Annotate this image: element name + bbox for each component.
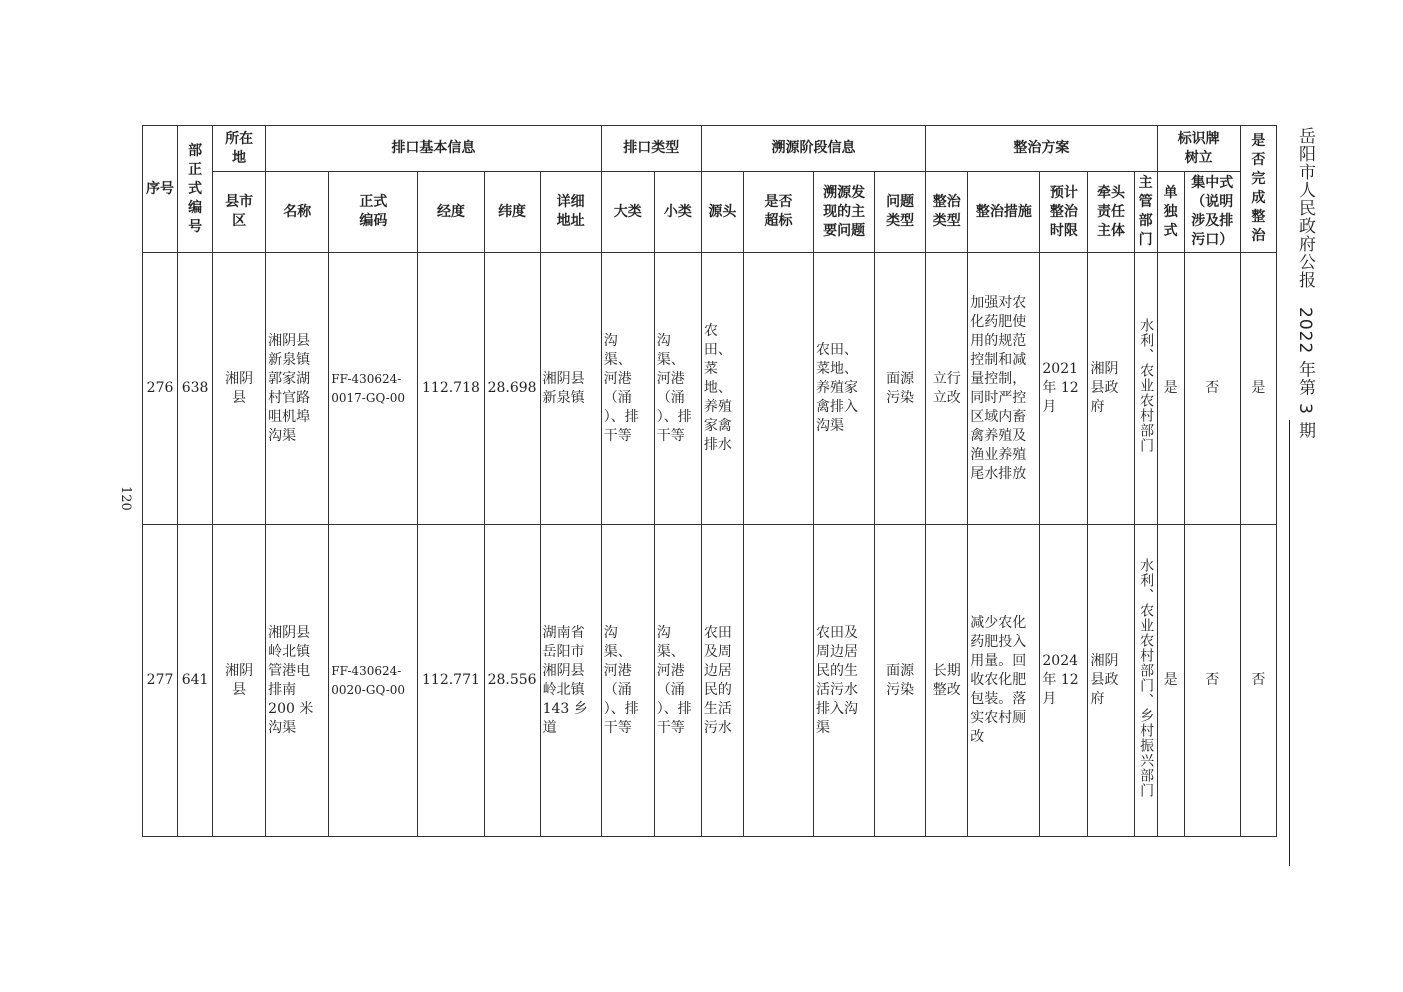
cell-problem-type: 面源 污染 <box>875 253 926 525</box>
header-official-code: 正式 编码 <box>329 172 418 253</box>
header-trace-info: 溯源阶段信息 <box>701 126 925 172</box>
cell-measures: 减少农化 药肥投入 用量。回 收农化肥 包装。落 实农村厕 改 <box>968 525 1040 837</box>
header-longitude: 经度 <box>418 172 484 253</box>
cell-plan-type: 长期 整改 <box>926 525 968 837</box>
header-plan-type: 整治 类型 <box>926 172 968 253</box>
header-name: 名称 <box>266 172 329 253</box>
cell-official-code: FF-430624- 0020-GQ-00 <box>329 525 418 837</box>
header-measures: 整治措施 <box>968 172 1040 253</box>
cell-single: 是 <box>1157 525 1184 837</box>
side-divider <box>1289 420 1290 866</box>
cell-minor: 沟 渠、 河港 （涌 ）、排 干等 <box>654 253 701 525</box>
header-completed: 是 否 完 成 整 治 <box>1240 126 1276 253</box>
cell-exceed <box>743 525 813 837</box>
cell-latitude: 28.556 <box>484 525 540 837</box>
header-single: 单 独 式 <box>1157 172 1184 253</box>
cell-centralized: 否 <box>1184 525 1240 837</box>
cell-name: 湘阴县 岭北镇 管港电 排南 200 米 沟渠 <box>266 525 329 837</box>
header-main-problem: 溯源发 现的主 要问题 <box>814 172 875 253</box>
header-major: 大类 <box>601 172 654 253</box>
cell-longitude: 112.718 <box>418 253 484 525</box>
cell-county: 湘阴 县 <box>213 525 266 837</box>
header-exceed: 是否 超标 <box>743 172 813 253</box>
cell-lead: 湘阴 县政 府 <box>1088 253 1134 525</box>
cell-single: 是 <box>1157 253 1184 525</box>
table-row <box>143 525 1277 837</box>
cell-major: 沟 渠、 河港 （涌 ）、排 干等 <box>601 253 654 525</box>
header-dept: 主 管 部 门 <box>1134 172 1157 253</box>
cell-completed: 否 <box>1240 525 1276 837</box>
cell-minor: 沟 渠、 河港 （涌 ）、排 干等 <box>654 525 701 837</box>
cell-code: 641 <box>178 525 213 837</box>
cell-main-problem: 农田、 菜地、 养殖家 禽排入 沟渠 <box>814 253 875 525</box>
header-centralized: 集中式 （说明 涉及排 污口） <box>1184 172 1240 253</box>
header-location: 所在 地 <box>213 126 266 172</box>
header-latitude: 纬度 <box>484 172 540 253</box>
table-row <box>143 253 1277 525</box>
cell-exceed <box>743 253 813 525</box>
cell-lead: 湘阴 县政 府 <box>1088 525 1134 837</box>
header-minor: 小类 <box>654 172 701 253</box>
cell-county: 湘阴 县 <box>213 253 266 525</box>
cell-seq: 276 <box>143 253 178 525</box>
cell-deadline: 2024 年 12 月 <box>1040 525 1088 837</box>
cell-completed: 是 <box>1240 253 1276 525</box>
cell-centralized: 否 <box>1184 253 1240 525</box>
cell-plan-type: 立行 立改 <box>926 253 968 525</box>
cell-longitude: 112.771 <box>418 525 484 837</box>
cell-official-code: FF-430624- 0017-GQ-00 <box>329 253 418 525</box>
cell-dept: 水利、农业农村部门、乡村振兴部门 <box>1134 525 1157 837</box>
header-problem-type: 问题 类型 <box>875 172 926 253</box>
publication-title: 岳阳市人民政府公报 2022 年第 3 期 <box>1295 127 1315 440</box>
cell-code: 638 <box>178 253 213 525</box>
header-basic-info: 排口基本信息 <box>266 126 602 172</box>
header-seq: 序号 <box>143 126 178 253</box>
header-plan: 整治方案 <box>926 126 1157 172</box>
cell-measures: 加强对农 化药肥使 用的规范 控制和减 量控制， 同时严控 区域内畜 禽养殖及 渔业养殖 尾水排放 <box>968 253 1040 525</box>
header-address: 详细 地址 <box>540 172 601 253</box>
cell-latitude: 28.698 <box>484 253 540 525</box>
cell-source: 农田 及周 边居 民的 生活 污水 <box>701 525 743 837</box>
cell-source: 农 田、 菜 地、 养殖 家禽 排水 <box>701 253 743 525</box>
cell-dept: 水利、农业农村部门 <box>1134 253 1157 525</box>
cell-problem-type: 面源 污染 <box>875 525 926 837</box>
header-sign: 标识牌 树立 <box>1157 126 1240 172</box>
cell-major: 沟 渠、 河港 （涌 ）、排 干等 <box>601 525 654 837</box>
header-source: 源头 <box>701 172 743 253</box>
cell-name: 湘阴县 新泉镇 郭家湖 村官路 咀机埠 沟渠 <box>266 253 329 525</box>
page-number: 120 <box>118 486 133 511</box>
cell-main-problem: 农田及 周边居 民的生 活污水 排入沟 渠 <box>814 525 875 837</box>
cell-address: 湘阴县 新泉镇 <box>540 253 601 525</box>
header-outlet-type: 排口类型 <box>601 126 701 172</box>
header-deadline: 预计 整治 时限 <box>1040 172 1088 253</box>
cell-deadline: 2021 年 12 月 <box>1040 253 1088 525</box>
cell-seq: 277 <box>143 525 178 837</box>
header-lead: 牵头 责任 主体 <box>1088 172 1134 253</box>
cell-address: 湖南省 岳阳市 湘阴县 岭北镇 143 乡 道 <box>540 525 601 837</box>
header-code: 部 正 式 编 号 <box>178 126 213 253</box>
header-county: 县市 区 <box>213 172 266 253</box>
sewage-outlet-table <box>142 125 1277 837</box>
